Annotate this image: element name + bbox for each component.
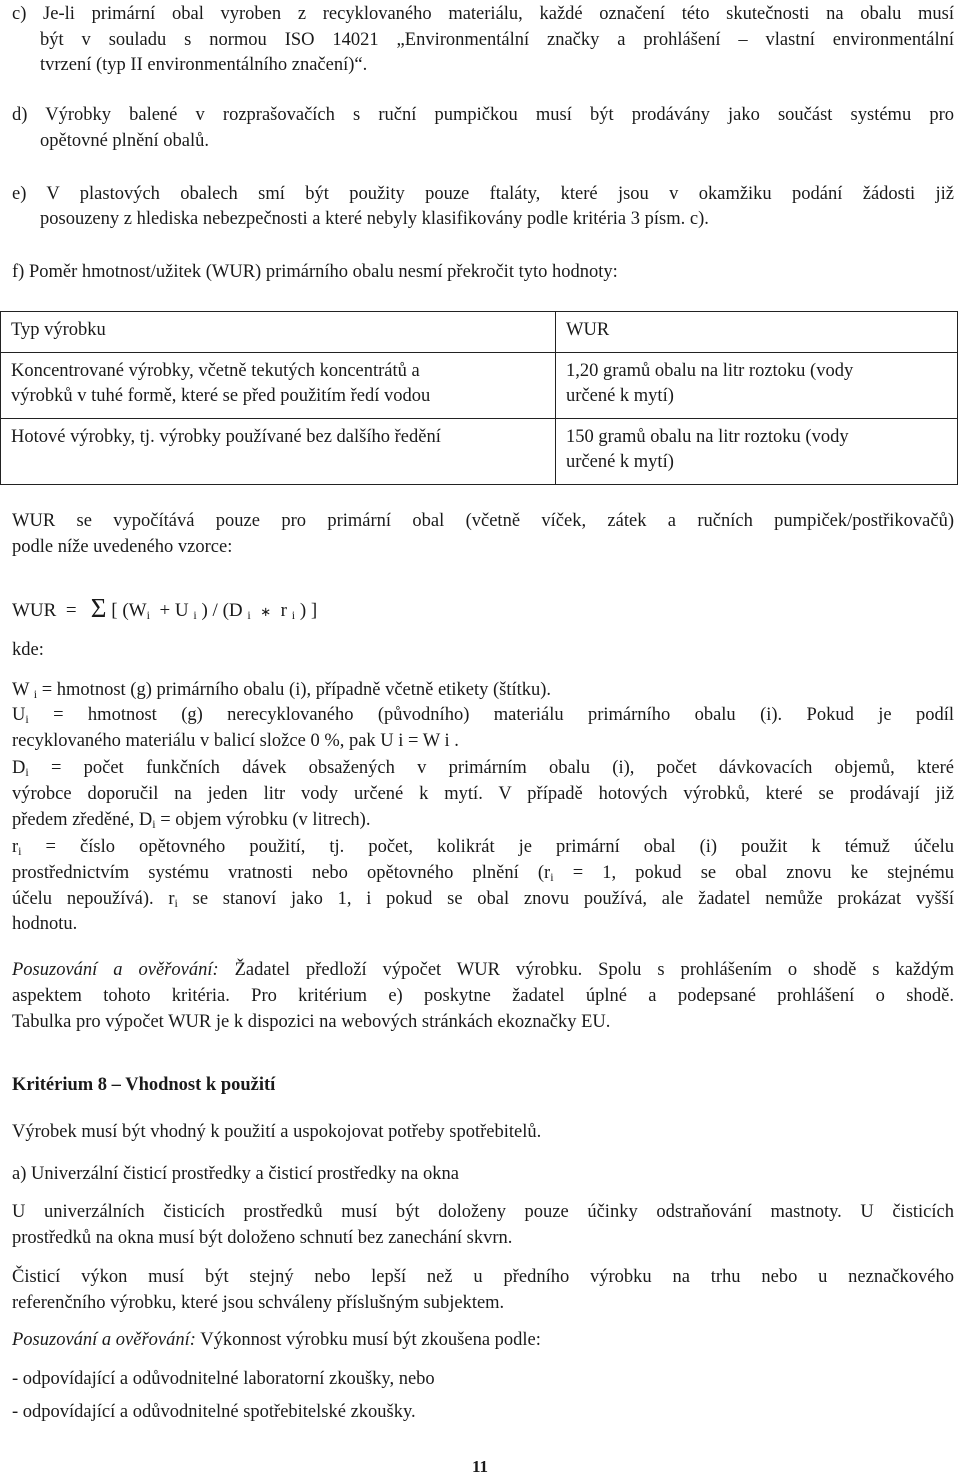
- where-label: [12, 638, 954, 664]
- wur-intro-end: [12, 535, 954, 561]
- def-text: = hmotnost (g) primárního obalu (i), případně včetně etikety (štítku).: [37, 680, 552, 700]
- formula-lhs: WUR: [12, 600, 57, 621]
- definition-r-cont: [12, 861, 954, 887]
- def-text: účelu nepoužívá). r: [12, 889, 175, 909]
- definition-d-end: [12, 808, 954, 834]
- wur-intro: [12, 509, 954, 535]
- cell-text: 1,20 gramů obalu na litr roztoku (vody: [566, 360, 854, 381]
- def-text: se stanoví jako 1, i pokud se obal znovu používá, ale žadatel nemůže prokázat vyšší: [177, 889, 954, 909]
- def-text: = hmotnost (g) nerecyklovaného (původního) materiálu primárního obalu (i). Pokud je podíl: [28, 705, 954, 725]
- def-text: předem zředěné, D: [12, 810, 153, 830]
- list-item-text: - odpovídající a odůvodnitelné laboratorní zkoušky, nebo: [12, 1369, 435, 1389]
- paragraph-e: [12, 182, 954, 208]
- paragraph-line: referenčního výrobku, které jsou schváleny příslušným subjektem.: [12, 1293, 505, 1313]
- def-symbol: W: [12, 680, 30, 700]
- cell-text: určené k mytí): [566, 452, 674, 472]
- paragraph-c-cont: [40, 28, 954, 54]
- paragraph-e-end: [40, 207, 954, 233]
- assessment-wur-cont: [12, 984, 954, 1010]
- table-cell-type: [1, 418, 556, 484]
- criterion-8-heading: [12, 1073, 954, 1099]
- formula-subscript: i: [247, 608, 251, 622]
- def-subscript: i: [174, 896, 178, 910]
- definition-u-end: [12, 729, 954, 755]
- paragraph-line: prostředků na okna musí být doloženo schnutí bez zanechání skvrn.: [12, 1228, 513, 1248]
- formula-u: + U: [159, 600, 189, 621]
- def-text: = počet funkčních dávek obsažených v primárním obalu (i), počet dávkovacích objemů, které: [28, 758, 954, 778]
- criterion-8-p1-end: [12, 1226, 954, 1252]
- def-subscript: i: [33, 687, 38, 701]
- paragraph-f-line: f) Poměr hmotnost/užitek (WUR) primárního obalu nesmí překročit tyto hodnoty:: [12, 262, 618, 282]
- cell-text: Hotové výrobky, tj. výrobky používané bez dalšího ředění: [11, 426, 441, 447]
- def-subscript: i: [18, 844, 22, 858]
- paragraph-f: [12, 260, 954, 286]
- paragraph-line: U univerzálních čisticích prostředků musí být doloženy pouze účinky odstraňování mastnoty. U čisticích: [12, 1202, 954, 1222]
- definition-r: [12, 835, 954, 861]
- formula-w: [ (W: [111, 600, 147, 621]
- definition-d: [12, 756, 954, 782]
- wur-intro-line: WUR se vypočítává pouze pro primární obal (včetně víček, zátek a ručních pumpiček/postřikovačů): [12, 511, 954, 531]
- cell-text: výrobků v tuhé formě, které se před použitím ředí vodou: [11, 386, 431, 406]
- table-header-cell: [556, 312, 958, 353]
- multiply-symbol: ∗: [260, 604, 272, 619]
- table-header-row: [1, 312, 958, 353]
- wur-limits-table: [0, 311, 958, 485]
- def-symbol: r: [12, 837, 19, 857]
- wur-intro-line: podle níže uvedeného vzorce:: [12, 537, 233, 557]
- formula-subscript: i: [146, 608, 150, 622]
- def-subscript: i: [550, 870, 554, 884]
- criterion-8-p1: [12, 1200, 954, 1226]
- def-text: = číslo opětovného použití, tj. počet, kolikrát je primární obal (i) použit k témuž účelu: [21, 837, 954, 857]
- def-subscript: i: [25, 712, 29, 726]
- where-text: kde:: [12, 640, 44, 660]
- formula-d: ) / (D: [201, 600, 243, 621]
- assessment-wur: [12, 958, 954, 984]
- table-cell-wur: [556, 418, 958, 484]
- paragraph-e-line: e) V plastových obalech smí být použity pouze ftaláty, které jsou v okamžiku podání žádosti již: [12, 184, 954, 204]
- paragraph-c-end: [40, 53, 954, 79]
- paragraph-c-line: tvrzení (typ II environmentálního značení)“.: [40, 55, 368, 75]
- def-text: hodnotu.: [12, 914, 78, 934]
- cell-text: 150 gramů obalu na litr roztoku (vody: [566, 426, 849, 447]
- list-item: [12, 1367, 954, 1393]
- paragraph-d-line: d) Výrobky balené v rozprašovačích s ruční pumpičkou musí být prodávány jako součást systému pro: [12, 105, 954, 125]
- heading-text: Kritérium 8 – Vhodnost k použití: [12, 1075, 276, 1095]
- cell-text: Koncentrované výrobky, včetně tekutých koncentrátů a: [11, 360, 420, 381]
- formula-equals: =: [65, 600, 77, 621]
- paragraph-e-line: posouzeny z hlediska nebezpečnosti a které nebyly klasifikovány podle kritéria 3 písm. c).: [40, 209, 709, 229]
- table-cell-wur: [556, 352, 958, 418]
- header-wur: WUR: [566, 320, 610, 340]
- paragraph-line: Čisticí výkon musí být stejný nebo lepší než u předního výrobku na trhu nebo u neznačkového: [12, 1267, 954, 1287]
- assessment-label: Posuzování a ověřování:: [12, 960, 219, 980]
- formula-close: ) ]: [299, 600, 318, 621]
- assessment-text: Žadatel předloží výpočet WUR výrobku. Spolu s prohlášením o shodě s každým: [218, 960, 954, 980]
- wur-formula: [12, 592, 317, 623]
- criterion-8-p2: [12, 1265, 954, 1291]
- table-row: [1, 418, 958, 484]
- def-text: recyklovaného materiálu v balicí složce 0 %, pak U i = W i .: [12, 731, 459, 751]
- definition-r-cont2: [12, 887, 954, 913]
- def-text: = objem výrobku (v litrech).: [155, 810, 371, 830]
- assessment-wur-end: [12, 1010, 954, 1036]
- definition-d-cont: [12, 782, 954, 808]
- header-product-type: Typ výrobku: [11, 320, 106, 340]
- assessment-label: Posuzování a ověřování:: [12, 1330, 196, 1350]
- formula-subscript: i: [193, 608, 197, 622]
- page-number: 11: [471, 1457, 489, 1476]
- table-row: [1, 352, 958, 418]
- assessment-text: aspektem tohoto kritéria. Pro kritérium e) poskytne žadatel úplné a podepsané prohlášení o shodě.: [12, 986, 954, 1006]
- paragraph-d-end: [40, 129, 954, 155]
- definition-r-end: [12, 912, 954, 938]
- table-header-cell: [1, 312, 556, 353]
- assessment-text: Výkonnost výrobku musí být zkoušena podle:: [195, 1330, 541, 1350]
- formula-r: r: [280, 600, 287, 621]
- def-symbol: D: [12, 758, 26, 778]
- def-text: prostřednictvím systému vratnosti nebo opětovného plnění (r: [12, 863, 551, 883]
- paragraph-c-line: být v souladu s normou ISO 14021 „Environmentální značky a prohlášení – vlastní environmentální: [40, 30, 954, 50]
- def-text: výrobce doporučil na jeden litr vody určené k mytí. V případě hotových výrobků, které se prodávají již: [12, 784, 954, 804]
- criterion-8-intro: [12, 1120, 954, 1146]
- sigma-symbol: Σ: [90, 593, 107, 623]
- def-text: = 1, pokud se obal znovu ke stejnému: [553, 863, 954, 883]
- criterion-8-p2-end: [12, 1291, 954, 1317]
- subheading-text: a) Univerzální čisticí prostředky a čisticí prostředky na okna: [12, 1164, 459, 1184]
- criterion-8-a: [12, 1162, 954, 1188]
- assessment-performance: [12, 1328, 954, 1354]
- cell-text: určené k mytí): [566, 386, 674, 406]
- paragraph-c-line: c) Je-li primární obal vyroben z recyklovaného materiálu, každé označení této skutečnosti na obalu musí: [12, 4, 954, 24]
- definition-u: [12, 703, 954, 729]
- intro-text: Výrobek musí být vhodný k použití a uspokojovat potřeby spotřebitelů.: [12, 1122, 542, 1142]
- assessment-text: Tabulka pro výpočet WUR je k dispozici na webových stránkách ekoznačky EU.: [12, 1012, 611, 1032]
- paragraph-d: [12, 103, 954, 129]
- paragraph-d-line: opětovné plnění obalů.: [40, 131, 210, 151]
- def-subscript: i: [25, 765, 29, 779]
- paragraph-c: [12, 2, 954, 28]
- definition-w: [12, 678, 954, 704]
- formula-subscript: i: [291, 608, 296, 622]
- def-subscript: i: [152, 817, 156, 831]
- list-item: [12, 1400, 954, 1426]
- def-symbol: U: [12, 705, 26, 725]
- list-item-text: - odpovídající a odůvodnitelné spotřebitelské zkoušky.: [12, 1402, 416, 1422]
- table-cell-type: [1, 352, 556, 418]
